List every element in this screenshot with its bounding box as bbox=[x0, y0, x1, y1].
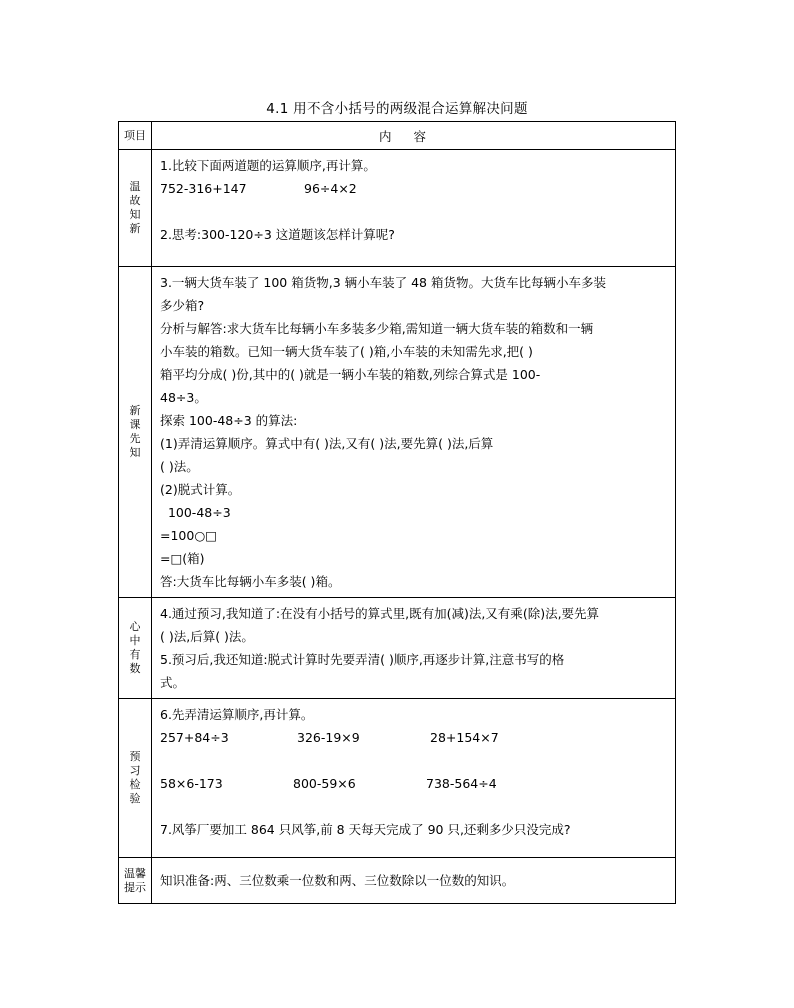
header-category-cell bbox=[119, 122, 152, 150]
worksheet-table bbox=[118, 121, 676, 904]
review-content bbox=[152, 150, 676, 267]
text-line: ( )法,后算( )法。 bbox=[160, 629, 254, 644]
text-line: 箱平均分成( )份,其中的( )就是一辆小车装的箱数,列综合算式是 100- bbox=[160, 367, 541, 382]
review-row bbox=[119, 150, 676, 267]
question-1-expressions bbox=[160, 177, 667, 200]
text-line: 4.通过预习,我知道了:在没有小括号的算式里,既有加(减)法,又有乘(除)法,要先算 bbox=[160, 606, 600, 621]
text-line: ( )法。 bbox=[160, 459, 199, 474]
expression: 257+84÷3 bbox=[160, 730, 229, 745]
header-content-label: 内容 bbox=[152, 122, 676, 150]
text-line: =100○□ bbox=[160, 528, 218, 543]
tips-content: 知识准备:两、三位数乘一位数和两、三位数除以一位数的知识。 bbox=[152, 858, 676, 904]
tips-label-top: 温馨 bbox=[124, 866, 146, 880]
text-line: 探索 100-48÷3 的算法: bbox=[160, 413, 298, 428]
tips-category-cell bbox=[119, 858, 152, 904]
text-line: (2)脱式计算。 bbox=[160, 482, 241, 497]
text-line: 小车装的箱数。已知一辆大货车装了( )箱,小车装的未知需先求,把( ) bbox=[160, 344, 533, 359]
question-7: 7.风筝厂要加工 864 只风筝,前 8 天每天完成了 90 只,还剩多少只没完成? bbox=[160, 822, 571, 837]
newlesson-content bbox=[152, 267, 676, 598]
text-line: 答:大货车比每辆小车多装( )箱。 bbox=[160, 574, 341, 589]
check-label: 预习检验 bbox=[129, 750, 141, 805]
mind-content bbox=[152, 598, 676, 699]
expression-row-1 bbox=[160, 726, 667, 749]
check-content bbox=[152, 699, 676, 858]
text-line: 式。 bbox=[160, 675, 186, 690]
mind-label: 心中有数 bbox=[129, 620, 141, 675]
newlesson-label: 新课先知 bbox=[129, 404, 141, 459]
question-6: 6.先弄清运算顺序,再计算。 bbox=[160, 707, 314, 722]
text-line: (1)弄清运算顺序。算式中有( )法,又有( )法,要先算( )法,后算 bbox=[160, 436, 494, 451]
expression: 738-564÷4 bbox=[426, 776, 497, 791]
question-1: 1.比较下面两道题的运算顺序,再计算。 bbox=[160, 158, 376, 173]
text-line: 48÷3。 bbox=[160, 390, 207, 405]
newlesson-category-cell bbox=[119, 267, 152, 598]
header-category-label: 项目 bbox=[124, 129, 146, 142]
page-title: 4.1 用不含小括号的两级混合运算解决问题 bbox=[266, 101, 528, 117]
text-line: =□(箱) bbox=[160, 551, 205, 566]
question-2: 2.思考:300-120÷3 这道题该怎样计算呢? bbox=[160, 227, 395, 242]
expression: 800-59×6 bbox=[293, 776, 356, 791]
expression: 28+154×7 bbox=[430, 730, 499, 745]
text-line: 分析与解答:求大货车比每辆小车多装多少箱,需知道一辆大货车装的箱数和一辆 bbox=[160, 321, 594, 336]
check-row bbox=[119, 699, 676, 858]
expression: 752-316+147 bbox=[160, 181, 247, 196]
text-line: 100-48÷3 bbox=[160, 505, 231, 520]
text-line: 3.一辆大货车装了 100 箱货物,3 辆小车装了 48 箱货物。大货车比每辆小车多装 bbox=[160, 275, 606, 290]
text-line: 多少箱? bbox=[160, 298, 205, 313]
review-label: 温故知新 bbox=[129, 180, 141, 235]
check-category-cell bbox=[119, 699, 152, 858]
expression: 96÷4×2 bbox=[304, 181, 357, 196]
tips-label-bottom: 提示 bbox=[124, 880, 146, 894]
tips-row bbox=[119, 858, 676, 904]
newlesson-row bbox=[119, 267, 676, 598]
review-category-cell bbox=[119, 150, 152, 267]
expression: 58×6-173 bbox=[160, 776, 223, 791]
expression-row-2 bbox=[160, 772, 667, 795]
mind-row bbox=[119, 598, 676, 699]
mind-category-cell bbox=[119, 598, 152, 699]
text-line: 5.预习后,我还知道:脱式计算时先要弄清( )顺序,再逐步计算,注意书写的格 bbox=[160, 652, 565, 667]
expression: 326-19×9 bbox=[297, 730, 360, 745]
header-row bbox=[119, 122, 676, 150]
